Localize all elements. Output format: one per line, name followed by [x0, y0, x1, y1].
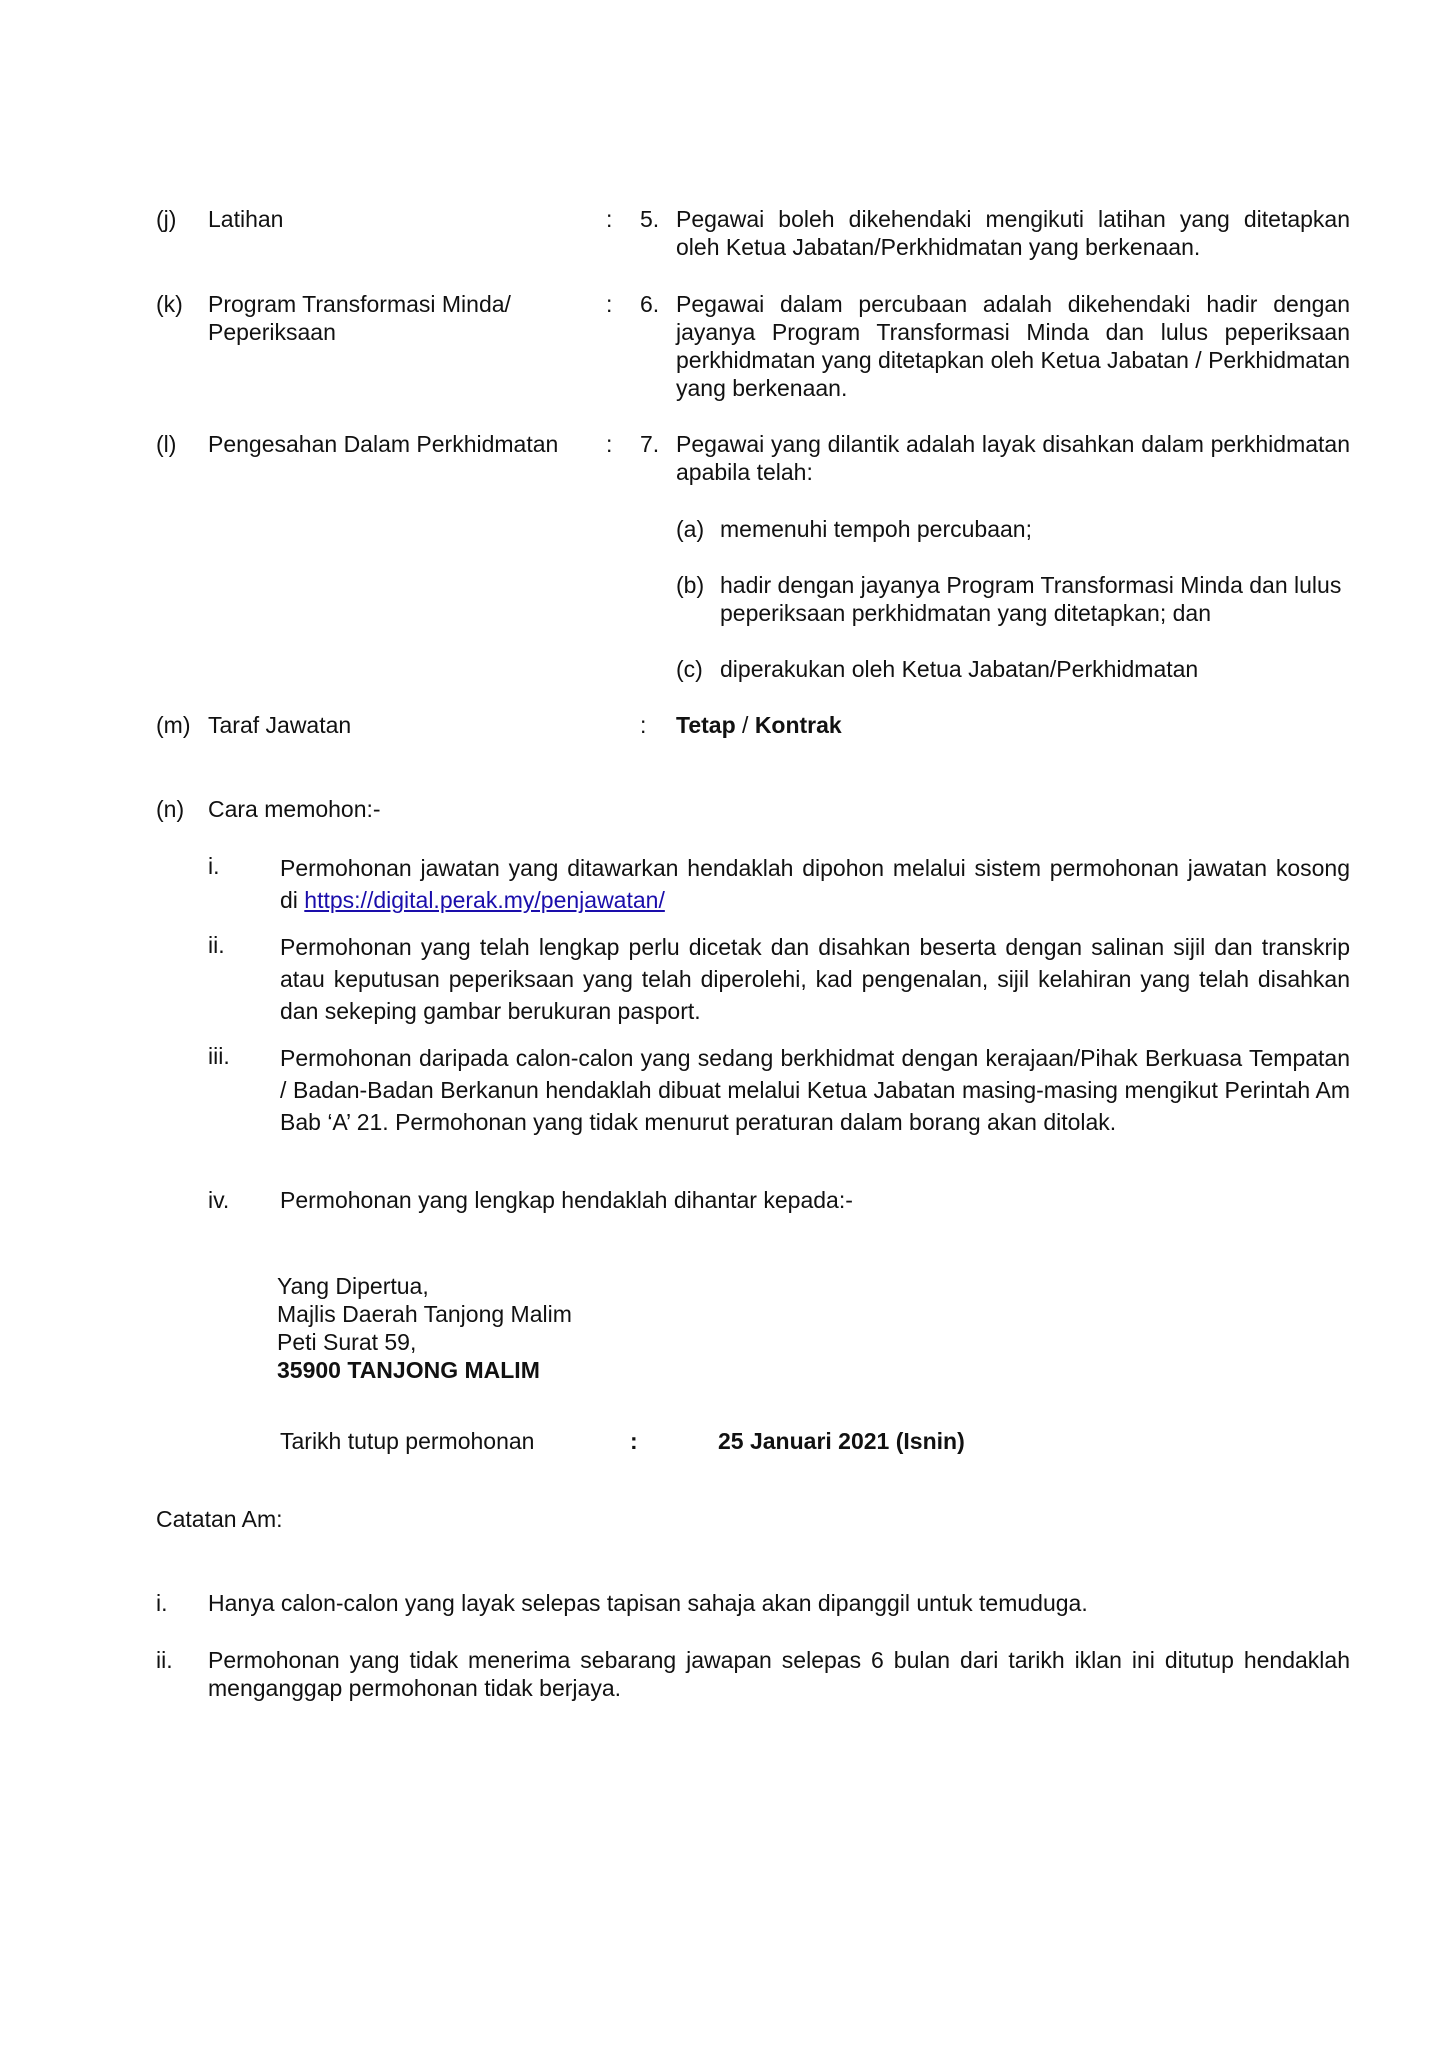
section-j-number: 5. [640, 206, 660, 232]
section-l-text: Pegawai yang dilantik adalah layak disahkan dalam perkhidmatan apabila telah: [676, 431, 1350, 485]
address-line-3: Peti Surat 59, [277, 1329, 417, 1355]
address-postcode-city: 35900 TANJONG MALIM [277, 1357, 540, 1383]
note-1-text: Hanya calon-calon yang layak selepas tapisan sahaja akan dipanggil untuk temuduga. [208, 1590, 1088, 1616]
apply-item-1-body: Permohonan jawatan yang ditawarkan hendaklah dipohon melalui sistem permohonan jawatan kosong di [280, 855, 1350, 913]
section-l-colon: : [606, 431, 613, 457]
section-k-number: 6. [640, 291, 660, 317]
section-j-label: Latihan [208, 206, 284, 232]
notes-title: Catatan Am: [156, 1506, 283, 1532]
note-2-text: Permohonan yang tidak menerima sebarang jawapan selepas 6 bulan dari tarikh iklan ini ditutup hendaklah menganggap permohonan tidak berjaya. [208, 1647, 1350, 1701]
address-line-1: Yang Dipertua, [277, 1273, 429, 1299]
section-m-letter: (m) [156, 712, 191, 738]
address-line-2: Majlis Daerah Tanjong Malim [277, 1301, 572, 1327]
apply-item-2-text: Permohonan yang telah lengkap perlu dicetak dan disahkan beserta dengan salinan sijil dan transkrip atau keputusan peperiksaan yang telah diperolehi, kad pengenalan, sijil kelahiran yang telah disahkan dan sekeping gambar berukuran pasport. [280, 934, 1350, 1024]
closing-date-colon: : [630, 1428, 638, 1454]
sub-item-c-text: diperakukan oleh Ketua Jabatan/Perkhidmatan [720, 656, 1199, 682]
section-k-label-line1: Program Transformasi Minda/ [208, 291, 511, 317]
status-kontrak: Kontrak [754, 712, 842, 738]
section-n-label: Cara memohon:- [208, 796, 381, 822]
apply-item-4-number: iv. [208, 1187, 230, 1213]
note-2-number: ii. [156, 1647, 173, 1673]
section-m-colon: : [640, 712, 647, 738]
closing-date-value: 25 Januari 2021 (Isnin) [718, 1428, 965, 1454]
section-l-letter: (l) [156, 431, 177, 457]
section-l-label: Pengesahan Dalam Perkhidmatan [208, 431, 559, 457]
section-j-text: Pegawai boleh dikehendaki mengikuti latihan yang ditetapkan oleh Ketua Jabatan/Perkhidmatan yang berkenaan. [676, 206, 1350, 260]
closing-date-label: Tarikh tutup permohonan [280, 1428, 535, 1454]
section-k-text: Pegawai dalam percubaan adalah dikehendaki hadir dengan jayanya Program Transformasi Minda dan lulus peperiksaan perkhidmatan yang ditetapkan oleh Ketua Jabatan / Perkhidmatan yang berkenaan. [676, 291, 1350, 401]
apply-item-1-text [280, 852, 1350, 916]
sub-item-b-letter: (b) [676, 572, 705, 598]
sub-item-c-letter: (c) [676, 656, 703, 682]
sub-item-b-text: hadir dengan jayanya Program Transformasi Minda dan lulus peperiksaan perkhidmatan yang ditetapkan; dan [720, 572, 1342, 626]
note-1-number: i. [156, 1590, 168, 1616]
section-k-letter: (k) [156, 291, 183, 317]
section-m-label: Taraf Jawatan [208, 712, 352, 738]
status-separator: / [735, 712, 755, 738]
apply-item-2-number: ii. [208, 932, 225, 958]
sub-item-a-letter: (a) [676, 516, 705, 542]
section-j-colon: : [606, 206, 613, 232]
taraf-jawatan-value [676, 711, 842, 739]
section-l-number: 7. [640, 431, 660, 457]
apply-item-1-number: i. [208, 853, 220, 879]
section-k-label-line2: Peperiksaan [208, 319, 336, 345]
section-n-letter: (n) [156, 796, 185, 822]
apply-item-3-number: iii. [208, 1043, 230, 1069]
section-k-colon: : [606, 291, 613, 317]
apply-item-3-text: Permohonan daripada calon-calon yang sedang berkhidmat dengan kerajaan/Pihak Berkuasa Tempatan / Badan-Badan Berkanun hendaklah dibuat melalui Ketua Jabatan masing-masing mengikut Perintah Am Bab ‘A’ 21. Permohonan yang tidak menurut peraturan dalam borang akan ditolak. [280, 1045, 1350, 1135]
section-j-letter: (j) [156, 206, 177, 232]
apply-item-4-text: Permohonan yang lengkap hendaklah dihantar kepada:- [280, 1187, 853, 1213]
status-tetap: Tetap [676, 712, 736, 738]
sub-item-a-text: memenuhi tempoh percubaan; [720, 516, 1032, 542]
application-portal-link[interactable]: https://digital.perak.my/penjawatan/ [304, 887, 665, 913]
